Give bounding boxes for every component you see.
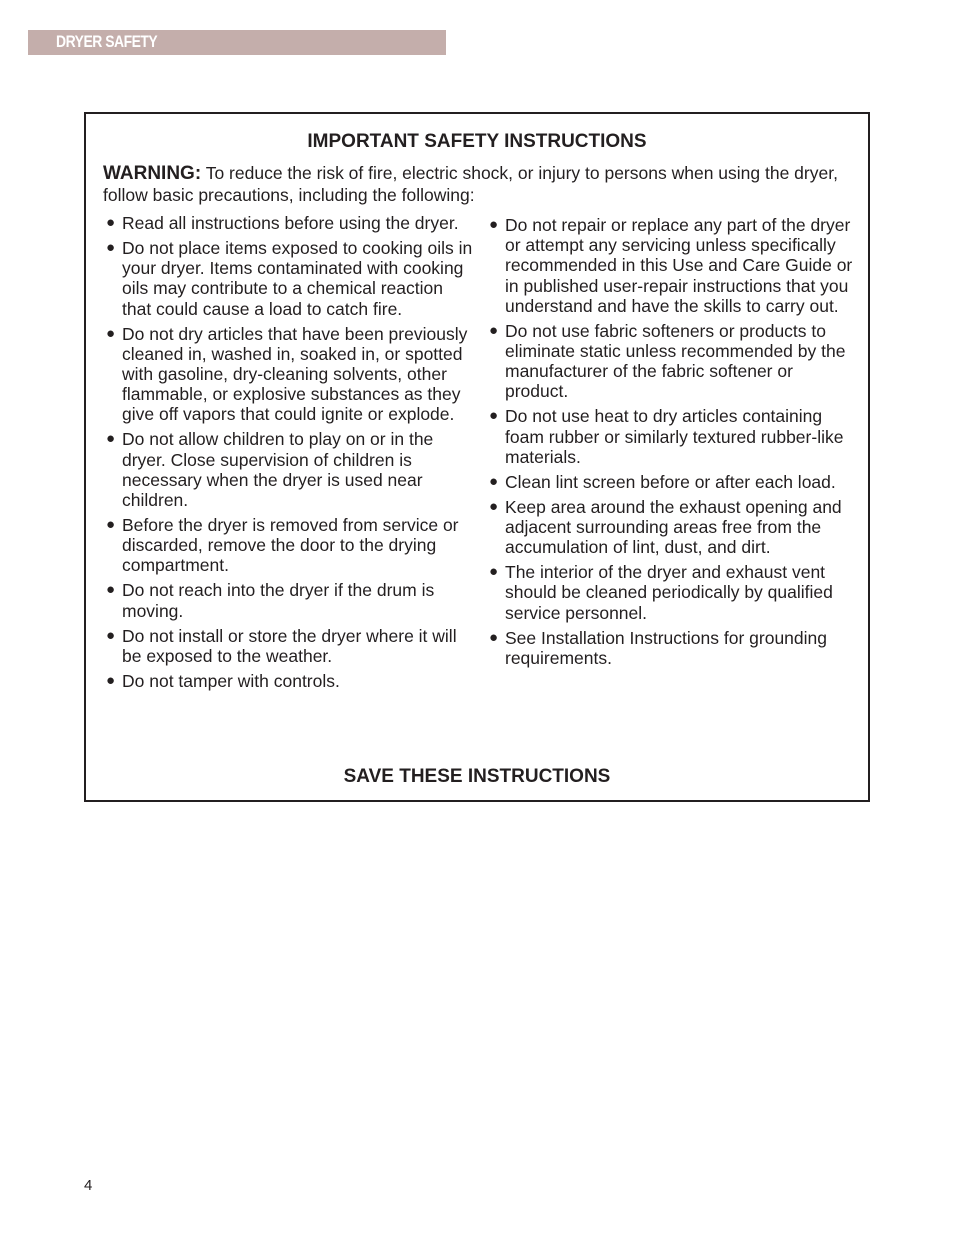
list-item-text: Clean lint screen before or after each load.	[505, 471, 836, 492]
bullet-icon: ●	[489, 216, 499, 233]
list-item	[106, 324, 476, 425]
list-item	[106, 580, 476, 620]
list-item	[489, 321, 857, 402]
list-item	[106, 213, 476, 233]
list-item-text: The interior of the dryer and exhaust vent should be cleaned periodically by qualified service personnel.	[505, 562, 833, 623]
left-column	[106, 213, 476, 696]
page-number: 4	[84, 1177, 93, 1194]
list-item	[106, 671, 476, 691]
bullet-icon: ●	[106, 581, 116, 599]
list-item	[489, 628, 857, 668]
list-item	[489, 562, 857, 623]
list-item	[106, 626, 476, 666]
list-item	[106, 429, 476, 510]
bullet-icon: ●	[106, 324, 116, 342]
bullet-icon: ●	[489, 321, 499, 339]
list-item-text: Do not use fabric softeners or products to eliminate static unless recommended by the manufacturer of the fabric softener or product.	[505, 320, 846, 402]
list-item	[106, 515, 476, 576]
bullet-icon: ●	[489, 497, 499, 515]
list-item	[489, 472, 857, 492]
section-header-bar	[28, 30, 446, 55]
list-item-text: Do not allow children to play on or in the dryer. Close supervision of children is necessary when the dryer is used near children.	[122, 429, 434, 511]
bullet-icon: ●	[489, 563, 499, 581]
bullet-icon: ●	[106, 516, 116, 534]
list-item-text: See Installation Instructions for grounding requirements.	[505, 627, 827, 668]
list-item-text: Do not repair or replace any part of the dryer or attempt any servicing unless specifically recommended in this Use and Care Guide or in published user-repair instructions that you understand and have the skills to carry out.	[505, 215, 853, 316]
bullet-icon: ●	[106, 626, 116, 644]
list-item-text: Do not use heat to dry articles containing foam rubber or similarly textured rubber-like materials.	[505, 406, 844, 467]
bullet-icon: ●	[106, 430, 116, 448]
list-item-text: Do not place items exposed to cooking oils in your dryer. Items contaminated with cooking oils may contribute to a chemical reaction that could cause a load to catch fire.	[122, 238, 473, 319]
list-item	[489, 406, 857, 467]
bullet-icon: ●	[106, 214, 116, 231]
bullet-icon: ●	[106, 239, 116, 256]
list-item-text: Do not reach into the dryer if the drum is moving.	[122, 580, 435, 621]
box-title: IMPORTANT SAFETY INSTRUCTIONS	[307, 131, 647, 152]
warning-paragraph	[103, 163, 855, 205]
safety-instructions-box	[84, 112, 870, 802]
list-item	[489, 497, 857, 558]
list-item-text: Read all instructions before using the dryer.	[122, 213, 459, 233]
bullet-icon: ●	[489, 472, 499, 490]
section-title: DRYER SAFETY	[56, 32, 158, 51]
list-item	[489, 215, 857, 316]
list-item-text: Do not dry articles that have been previously cleaned in, washed in, soaked in, or spotted with gasoline, dry-cleaning solvents, other flammable, or explosive substances as they give off vapors that could ignite or explode.	[122, 323, 468, 425]
bullet-icon: ●	[489, 407, 499, 425]
list-item-text: Do not tamper with controls.	[122, 670, 340, 691]
right-column	[489, 215, 857, 673]
list-item-text: Do not install or store the dryer where it will be exposed to the weather.	[122, 625, 457, 666]
list-item-text: Before the dryer is removed from service or discarded, remove the door to the drying compartment.	[122, 515, 459, 576]
box-footer: SAVE THESE INSTRUCTIONS	[343, 766, 611, 787]
list-item	[106, 238, 476, 319]
warning-label: WARNING:	[103, 163, 202, 184]
bullet-icon: ●	[106, 671, 116, 689]
warning-text: To reduce the risk of fire, electric shock, or injury to persons when using the dryer, follow basic precautions, including the following:	[103, 163, 838, 205]
list-item-text: Keep area around the exhaust opening and adjacent surrounding areas free from the accumulation of lint, dust, and dirt.	[505, 496, 842, 558]
bullet-icon: ●	[489, 628, 499, 646]
